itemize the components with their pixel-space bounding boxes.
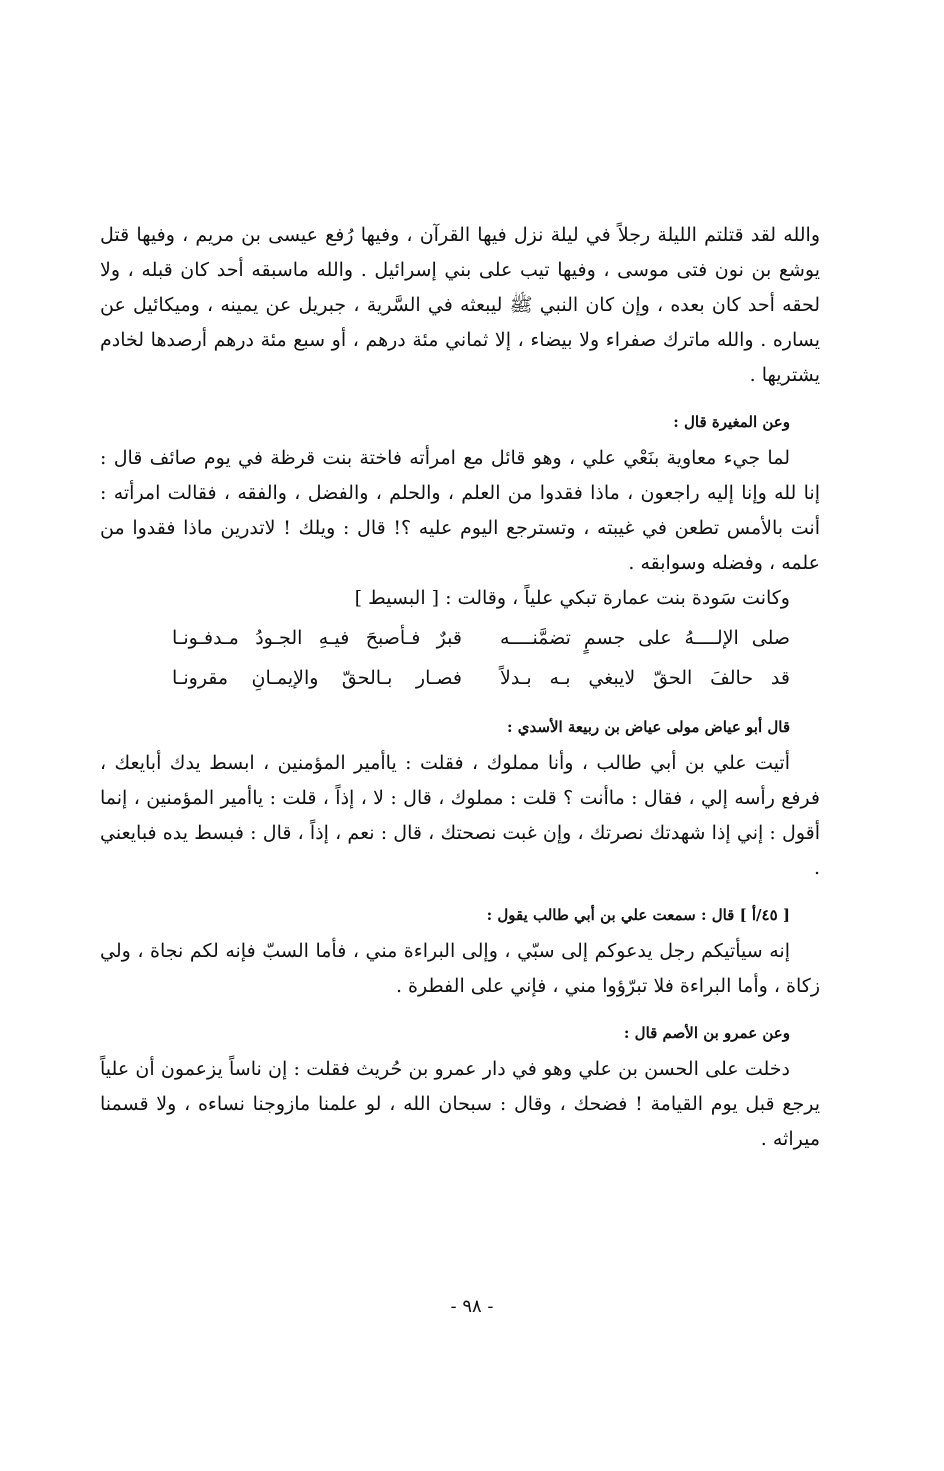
poem-intro: وكانت سَودة بنت عمارة تبكي علياً ، وقالت : [ البسيط ] bbox=[354, 587, 790, 609]
paragraph-amr: دخلت على الحسن بن علي وهو في دار عمرو بن حُريث فقلت : إن ناساً يزعمون أن علياً يرجع قبل يوم القيامة ! فضحك ، وقال : سبحان الله ، لو علمنا مازوجنا نساءه ، ولا قسمنا ميراثه . bbox=[100, 1058, 820, 1150]
page-body bbox=[100, 218, 820, 1157]
section-heading-ali-saying: [ ٤٥/أ ] قال : سمعت علي بن أبي طالب يقول : bbox=[486, 906, 790, 924]
section-heading-mughira: وعن المغيرة قال : bbox=[673, 413, 790, 431]
verse-first-hemistich: صلى الإلــــهُ على جسمٍ تضمَّنــــه bbox=[500, 627, 790, 649]
poem-verse bbox=[100, 618, 790, 658]
verse-second-hemistich: قبرٌ فـأصبحَ فيـهِ الجـودُ مـدفـونـا bbox=[172, 627, 462, 649]
poem bbox=[100, 618, 820, 698]
paragraph-muawiya: لما جيء معاوية بنَعْي علي ، وهو قائل مع امرأته فاختة بنت قرظة في يوم صائف قال : إنا لله وإنا إليه راجعون ، ماذا فقدوا من العلم ، والحلم ، والفضل ، والفقه ، فقالت امرأته : أنت بالأمس تطعن في غيبته ، وتسترجع اليوم عليه ؟! قال : ويلك ! لاتدرين ماذا فقدوا من علمه ، وفضله وسوابقه . bbox=[100, 447, 820, 574]
page-number: - ٩٨ - bbox=[450, 1296, 494, 1317]
paragraph-ali-saying: إنه سيأتيكم رجل يدعوكم إلى سبّي ، وإلى البراءة مني ، فأما السبّ فإنه لكم نجاة ، ولي زكاة ، وأما البراءة فلا تبرّؤوا مني ، فإني على الفطرة . bbox=[100, 940, 820, 997]
verse-second-hemistich: فصـار بـالحقّ والإيمـانِ مقرونـا bbox=[172, 667, 462, 689]
section-heading-abu-iyad: قال أبو عياض مولى عياض بن ربيعة الأسدي : bbox=[507, 718, 790, 736]
poem-verse bbox=[100, 658, 790, 698]
section-heading-amr: وعن عمرو بن الأصم قال : bbox=[623, 1024, 790, 1042]
verse-first-hemistich: قد حالفَ الحقّ لايبغي بـه بـدلاً bbox=[500, 667, 790, 689]
opening-paragraph: والله لقد قتلتم الليلة رجلاً في ليلة نزل فيها القرآن ، وفيها رُفع عيسى بن مريم ، وفيها قتل يوشع بن نون فتى موسى ، وفيها تيب على بني إسرائيل . والله ماسبقه أحد كان قبله ، ولا لحقه أحد كان بعده ، وإن كان النبي ﷺ ليبعثه في السَّرية ، جبريل عن يمينه ، وميكائيل عن يساره . والله ماترك صفراء ولا بيضاء ، إلا ثماني مئة درهم ، أو سبع مئة درهم أرصدها لخادم يشتريها . bbox=[100, 224, 820, 386]
paragraph-abu-iyad: أتيت علي بن أبي طالب ، وأنا مملوك ، فقلت : ياأمير المؤمنين ، ابسط يدك أبايعك ، فرفع رأسه إلي ، فقال : ماأنت ؟ قلت : مملوك ، قال : لا ، إذاً ، قلت : ياأمير المؤمنين ، إنما أقول : إني إذا شهدتك نصرتك ، وإن غبت نصحتك ، قال : نعم ، إذاً ، قال : فبسط يده فبايعني . bbox=[100, 752, 820, 879]
